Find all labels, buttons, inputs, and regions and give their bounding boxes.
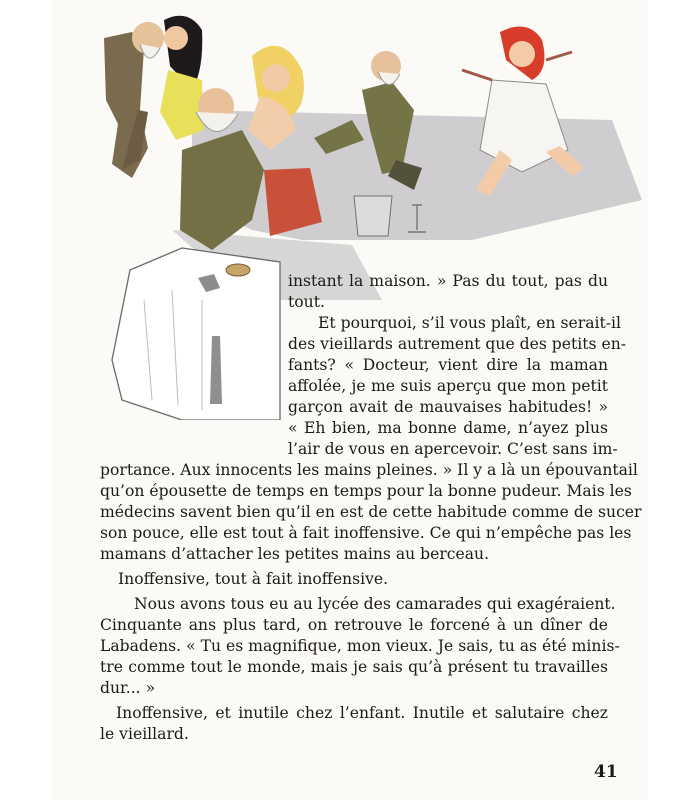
text-line: Et pourquoi, s’il vous plaît, en serait-il (318, 314, 622, 332)
text-line: affolée, je me suis aperçu que mon petit (288, 377, 608, 395)
page-number: 41 (594, 762, 618, 782)
text-line: qu’on épousette de temps en temps pour la bonne pudeur. Mais les (100, 482, 632, 500)
text-line: Labadens. « Tu es magnifique, mon vieux. Je sais, tu as été minis- (100, 637, 620, 655)
text-line: fants? « Docteur, vient dire la maman (288, 356, 608, 374)
text-line: tout. (288, 293, 325, 311)
text-line: mamans d’attacher les petites mains au berceau. (100, 545, 490, 563)
text-line: « Eh bien, ma bonne dame, n’ayez plus (288, 419, 608, 437)
text-line: portance. Aux innocents les mains pleines. » Il y a là un épouvantail (100, 461, 638, 479)
text-line: des vieillards autrement que des petits en- (288, 335, 627, 353)
text-line: tre comme tout le monde, mais je sais qu’à présent tu travailles (100, 658, 608, 676)
text-line: le vieillard. (100, 725, 189, 743)
text-line: Cinquante ans plus tard, on retrouve le forcené à un dîner de (100, 616, 608, 634)
text-line: Nous avons tous eu au lycée des camarades qui exagéraient. (134, 595, 616, 613)
text-line: Inoffensive, tout à fait inoffensive. (118, 570, 389, 588)
text-line: son pouce, elle est tout à fait inoffensive. Ce qui n’empêche pas les (100, 524, 632, 542)
text-line: l’air de vous en apercevoir. C’est sans im- (288, 440, 618, 458)
text-line: dur... » (100, 679, 156, 697)
text-line: Inoffensive, et inutile chez l’enfant. Inutile et salutaire chez (116, 704, 608, 722)
text-line: médecins savent bien qu’il en est de cette habitude comme de sucer (100, 503, 642, 521)
text-line: garçon avait de mauvaises habitudes! » (288, 398, 608, 416)
text-line: instant la maison. » Pas du tout, pas du (288, 272, 608, 290)
